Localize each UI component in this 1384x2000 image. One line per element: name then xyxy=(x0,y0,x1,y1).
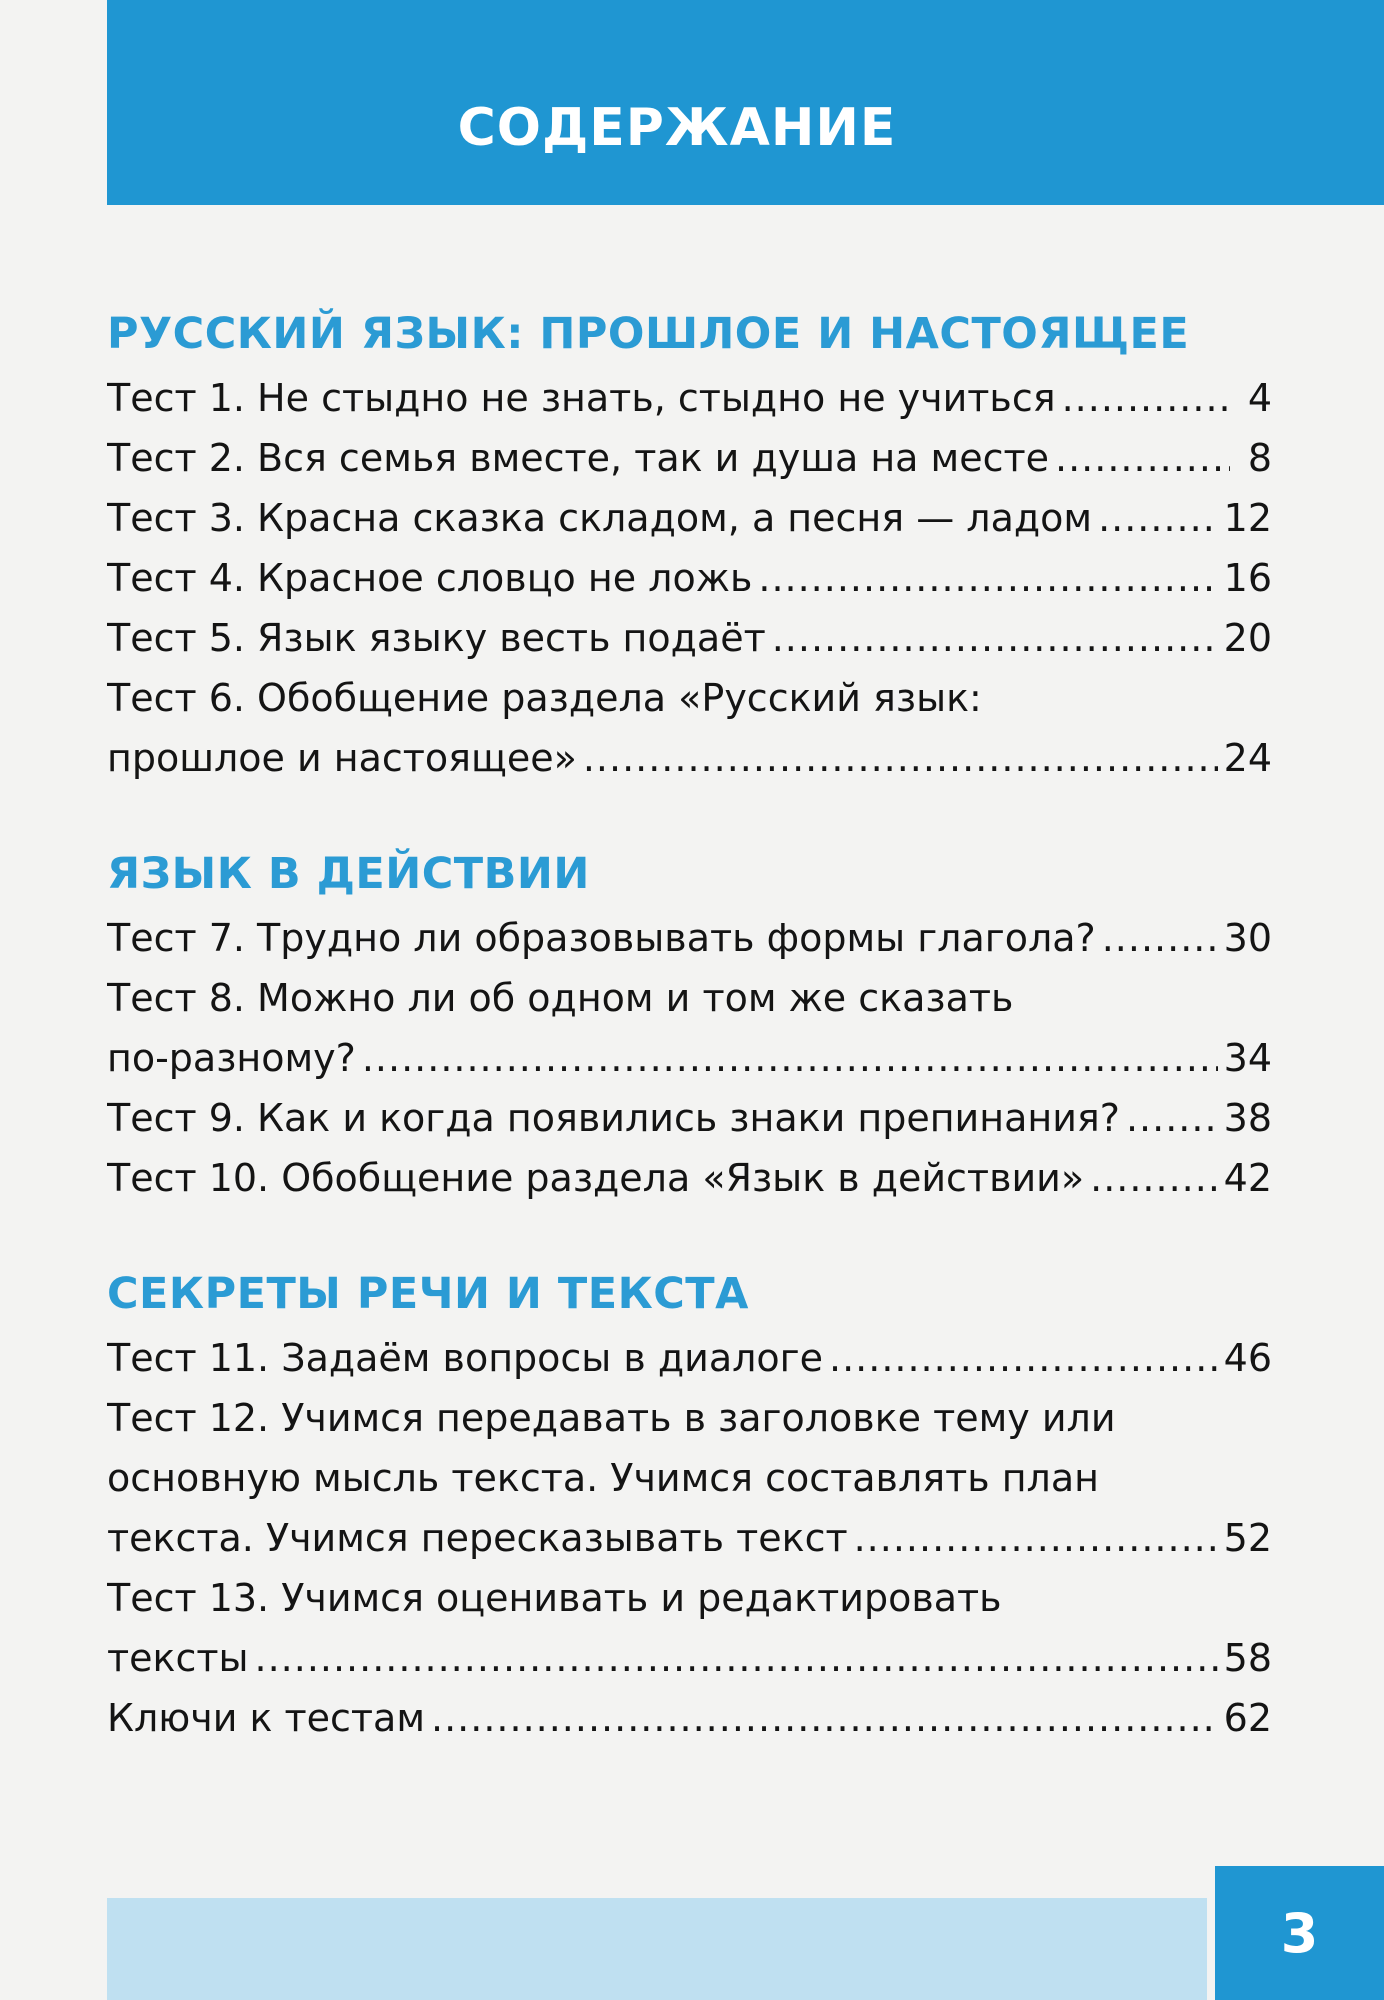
toc-entry-line xyxy=(107,1568,1272,1628)
dot-leader xyxy=(1062,368,1230,428)
toc-entry[interactable] xyxy=(107,1088,1272,1148)
dot-leader xyxy=(1090,1148,1218,1208)
toc-page-number: 42 xyxy=(1223,1156,1272,1200)
section-title: РУССКИЙ ЯЗЫК: ПРОШЛОЕ И НАСТОЯЩЕЕ xyxy=(107,309,1190,359)
toc-entry[interactable] xyxy=(107,968,1272,1088)
section-title: СЕКРЕТЫ РЕЧИ И ТЕКСТА xyxy=(107,1269,749,1319)
dot-leader xyxy=(1126,1088,1218,1148)
toc-entry[interactable] xyxy=(107,548,1272,608)
toc-entry[interactable] xyxy=(107,1688,1272,1748)
dot-leader xyxy=(362,1028,1218,1088)
toc-entry-line xyxy=(107,1688,1272,1748)
toc-page-number: 8 xyxy=(1247,436,1272,480)
toc-entry-text: Тест 9. Как и когда появились знаки препинания? xyxy=(107,1096,1120,1140)
toc-entry-line xyxy=(107,1388,1272,1448)
dot-leader xyxy=(829,1328,1218,1388)
toc-section xyxy=(107,1260,1272,1748)
toc-entry[interactable] xyxy=(107,1388,1272,1568)
toc-entry-text: Тест 11. Задаём вопросы в диалоге xyxy=(107,1336,823,1380)
toc-entry-line xyxy=(107,368,1272,428)
page-number: 3 xyxy=(1215,1866,1384,2000)
toc-entry-line xyxy=(107,1628,1272,1688)
toc-entry[interactable] xyxy=(107,488,1272,548)
toc-entry-line xyxy=(107,488,1272,548)
toc-page-number: 4 xyxy=(1247,376,1272,420)
toc-page-number: 38 xyxy=(1223,1096,1272,1140)
toc-page-number: 12 xyxy=(1223,496,1272,540)
dot-leader xyxy=(1055,428,1230,488)
dot-leader xyxy=(758,548,1217,608)
toc-page-number: 30 xyxy=(1223,916,1272,960)
toc-page-number: 46 xyxy=(1223,1336,1272,1380)
toc-entry-line xyxy=(107,668,1272,728)
dot-leader xyxy=(854,1508,1218,1568)
toc-entry-line xyxy=(107,728,1272,788)
toc-entry[interactable] xyxy=(107,668,1272,788)
toc-entry-line xyxy=(107,1508,1272,1568)
toc-entry-line xyxy=(107,548,1272,608)
toc-section xyxy=(107,840,1272,1208)
toc-entry-text: Тест 6. Обобщение раздела «Русский язык: xyxy=(107,676,982,720)
toc-entry-text: прошлое и настоящее» xyxy=(107,736,577,780)
toc-entry-text: текста. Учимся пересказывать текст xyxy=(107,1516,848,1560)
toc-entry[interactable] xyxy=(107,428,1272,488)
toc-entry-line xyxy=(107,608,1272,668)
toc-entry-text: Тест 7. Трудно ли образовывать формы глагола? xyxy=(107,916,1096,960)
toc-entry[interactable] xyxy=(107,1148,1272,1208)
toc-entry[interactable] xyxy=(107,368,1272,428)
toc-entry-text: Тест 3. Красна сказка складом, а песня — ладом xyxy=(107,496,1093,540)
toc-entry-text: по-разному? xyxy=(107,1036,356,1080)
section-title: ЯЗЫК В ДЕЙСТВИИ xyxy=(107,849,590,899)
toc-page-number: 34 xyxy=(1223,1036,1272,1080)
footer-band xyxy=(107,1898,1207,2000)
page-title: СОДЕРЖАНИЕ xyxy=(457,98,897,158)
dot-leader xyxy=(583,728,1218,788)
table-of-contents xyxy=(107,300,1272,1748)
toc-entry-text: Тест 10. Обобщение раздела «Язык в действии» xyxy=(107,1156,1085,1200)
toc-entry[interactable] xyxy=(107,1328,1272,1388)
toc-entry[interactable] xyxy=(107,608,1272,668)
toc-entry-line xyxy=(107,1448,1272,1508)
toc-page-number: 62 xyxy=(1223,1696,1272,1740)
toc-entry-text: Тест 4. Красное словцо не ложь xyxy=(107,556,753,600)
toc-page-number: 52 xyxy=(1223,1516,1272,1560)
toc-entry-line xyxy=(107,968,1272,1028)
dot-leader xyxy=(255,1628,1218,1688)
toc-entry[interactable] xyxy=(107,1568,1272,1688)
toc-page-number: 58 xyxy=(1223,1636,1272,1680)
toc-section xyxy=(107,300,1272,788)
header-banner xyxy=(107,0,1384,205)
dot-leader xyxy=(1098,488,1218,548)
toc-entry-text: Тест 5. Язык языку весть подаёт xyxy=(107,616,766,660)
toc-entry-line xyxy=(107,1028,1272,1088)
toc-entry-line xyxy=(107,428,1272,488)
toc-entry-text: основную мысль текста. Учимся составлять план xyxy=(107,1456,1099,1500)
toc-entry-line xyxy=(107,1088,1272,1148)
toc-entry-text: Тест 12. Учимся передавать в заголовке тему или xyxy=(107,1396,1116,1440)
toc-entry-text: Тест 8. Можно ли об одном и том же сказать xyxy=(107,976,1014,1020)
toc-entry-line xyxy=(107,908,1272,968)
toc-entry-text: тексты xyxy=(107,1636,249,1680)
dot-leader xyxy=(772,608,1218,668)
toc-page-number: 20 xyxy=(1223,616,1272,660)
toc-entry[interactable] xyxy=(107,908,1272,968)
toc-entry-text: Тест 13. Учимся оценивать и редактировать xyxy=(107,1576,1002,1620)
toc-entry-line xyxy=(107,1148,1272,1208)
toc-entry-text: Тест 1. Не стыдно не знать, стыдно не учиться xyxy=(107,376,1056,420)
toc-entry-line xyxy=(107,1328,1272,1388)
toc-entry-text: Тест 2. Вся семья вместе, так и душа на месте xyxy=(107,436,1050,480)
dot-leader xyxy=(1102,908,1218,968)
toc-entry-text: Ключи к тестам xyxy=(107,1696,426,1740)
toc-page-number: 16 xyxy=(1223,556,1272,600)
toc-page-number: 24 xyxy=(1223,736,1272,780)
dot-leader xyxy=(431,1688,1218,1748)
